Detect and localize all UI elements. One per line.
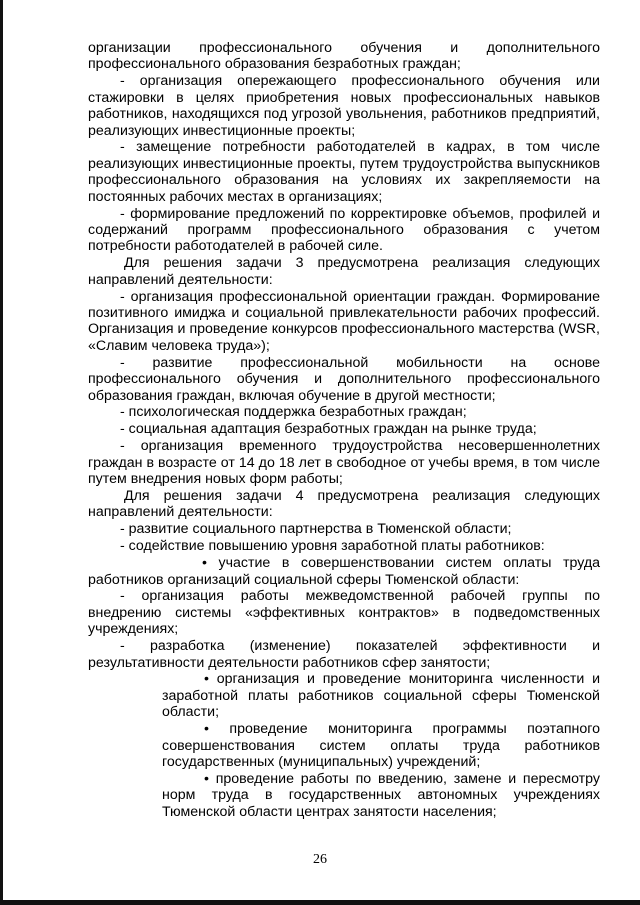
bullet-item: • организация и проведение мониторинга численности и заработной платы работников социальной сферы Тюменской области; — [162, 671, 600, 721]
paragraph: - развитие социального партнерства в Тюменской области; — [120, 521, 512, 538]
scan-edge-left — [0, 0, 3, 905]
bullet-item: • проведение мониторинга программы поэтапного совершенствования систем оплаты труда работников государственных (муниципальных) учреждений; — [162, 721, 600, 770]
paragraph: - психологическая поддержка безработных граждан; — [120, 404, 467, 421]
paragraph: - организация временного трудоустройства несовершеннолетних граждан в возрасте от 14 до 18 лет в свободное от учебы время, в том числе путем внедрения новых форм работы; — [88, 438, 600, 488]
bullet-item: • участие в совершенствовании систем оплаты труда работников организаций социальной сферы Тюменской области: — [88, 555, 600, 588]
page-number: 26 — [313, 852, 327, 867]
scan-edge-bottom — [0, 900, 640, 905]
paragraph: организации профессионального обучения и дополнительного профессионального образования безработных граждан; — [88, 40, 600, 73]
paragraph: - организация опережающего профессионального обучения или стажировки в целях приобретения новых профессиональных навыков работников, находящихся под угрозой увольнения, работников предприятий, реализующих инвестиционные проекты; — [88, 73, 600, 139]
paragraph: Для решения задачи 3 предусмотрена реализация следующих направлений деятельности: — [88, 255, 600, 288]
paragraph: - замещение потребности работодателей в кадрах, в том числе реализующих инвестиционные проекты, путем трудоустройства выпускников профессионального образования на условиях их закрепляемости на постоянных рабочих местах в организациях; — [88, 139, 600, 205]
paragraph: - разработка (изменение) показателей эффективности и результативности деятельности работников сфер занятости; — [88, 638, 600, 671]
paragraph: - социальная адаптация безработных граждан на рынке труда; — [120, 421, 537, 438]
paragraph: Для решения задачи 4 предусмотрена реализация следующих направлений деятельности: — [88, 487, 600, 521]
paragraph: - содействие повышению уровня заработной платы работников: — [120, 538, 545, 555]
bullet-item: • проведение работы по введению, замене и пересмотру норм труда в государственных автономных учреждениях Тюменской области центрах занятости населения; — [162, 770, 600, 820]
paragraph: - развитие профессиональной мобильности на основе профессионального обучения и дополнительного профессионального образования граждан, включая обучение в другой местности; — [88, 354, 600, 404]
paragraph: - организация профессиональной ориентации граждан. Формирование позитивного имиджа и социальной привлекательности рабочих профессий. Организация и проведение конкурсов профессионального мастерства (WSR, «Славим человека труда»); — [88, 288, 600, 354]
body-text — [88, 40, 600, 821]
paragraph: - организация работы межведомственной рабочей группы по внедрению системы «эффективных контрактов» в подведомственных учреждениях; — [88, 588, 600, 638]
paragraph: - формирование предложений по корректировке объемов, профилей и содержаний программ профессионального образования с учетом потребности работодателей в рабочей силе. — [88, 205, 600, 255]
